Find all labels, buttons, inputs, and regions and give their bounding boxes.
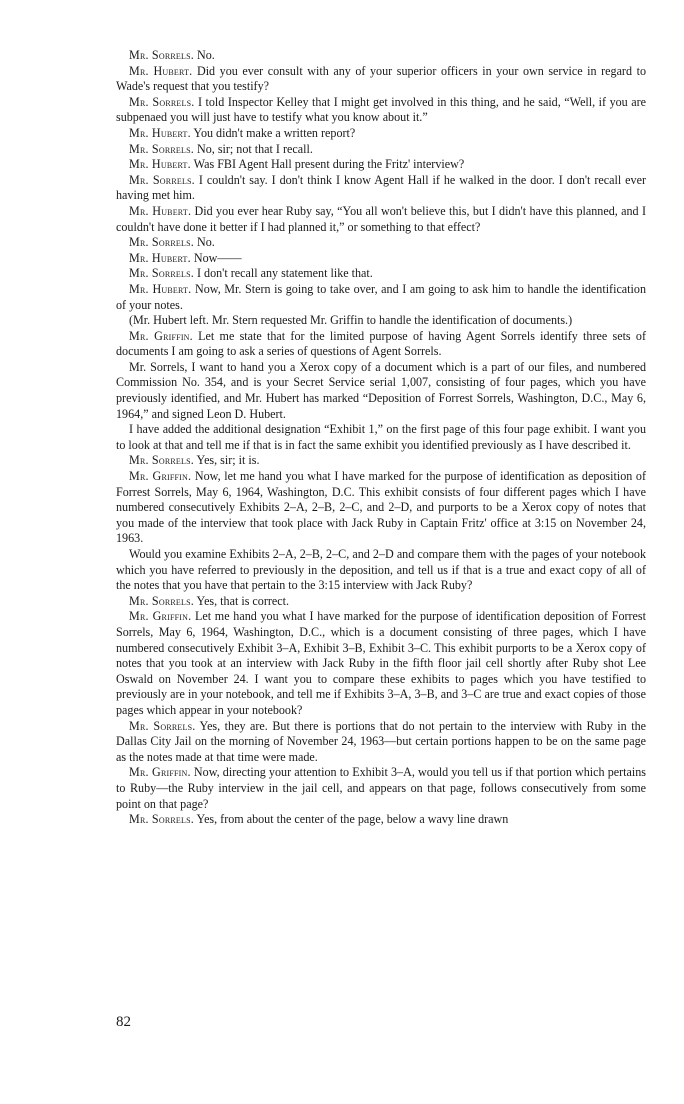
testimony-paragraph: [116, 173, 646, 204]
speaker-label: Mr. Hubert.: [129, 125, 191, 140]
speaker-label: Mr. Sorrels.: [129, 94, 195, 109]
paragraph-text: No.: [193, 48, 215, 62]
paragraph-text: Let me hand you what I have marked for the purpose of identification deposition of Forrest Sorrels, May 6, 1964, Washington, D.C., which is a document consisting of three pages, which I have numbered consecutively Exhibit 3–A, Exhibit 3–B, Exhibit 3–C. This exhibit purports to be a Xerox copy of notes that you took at an interview with Jack Ruby in the fifth floor jail cell shortly after Ruby shot Lee Oswald on November 24. I want you to compare these exhibits to pages which you have testified to previously are in your notebook, and tell me if Exhibits 3–A, 3–B, and 3–C are true and exact copies of those pages which appear in your notebook?: [116, 609, 646, 717]
speaker-label: Mr. Sorrels.: [129, 812, 194, 827]
testimony-paragraph: [116, 469, 646, 547]
paragraph-text: No.: [193, 235, 215, 250]
speaker-label: Mr. Hubert.: [129, 157, 191, 172]
paragraph-text: I have added the additional designation “Exhibit 1,” on the first page of this four page exhibit. I want you to look at that and tell me if that is in fact the same exhibit you identified previously as I have described it.: [116, 422, 646, 452]
speaker-label: Mr. Sorrels.: [129, 718, 196, 733]
paragraph-text: I don't recall any statement like that.: [193, 266, 373, 281]
speaker-label: Mr. Griffin.: [129, 765, 191, 780]
testimony-paragraph: [116, 719, 646, 766]
paragraph-text: I couldn't say. I don't think I know Agent Hall if he walked in the door. I don't recall ever having met him.: [116, 172, 646, 203]
page-number: 82: [116, 1014, 131, 1030]
paragraph-text: Now, Mr. Stern is going to take over, and I am going to ask him to handle the identification of your notes.: [116, 281, 646, 312]
speaker-label: Mr. Sorrels.: [129, 172, 195, 187]
testimony-paragraph: [116, 126, 646, 142]
paragraph-text: I told Inspector Kelley that I might get involved in this thing, and he said, “Well, if you are subpenaed you will just have to testify what you know about it.”: [116, 94, 646, 125]
speaker-label: Mr. Sorrels.: [129, 266, 194, 281]
speaker-label: Mr. Griffin.: [129, 469, 192, 484]
testimony-paragraph: [116, 157, 646, 173]
testimony-text: [116, 48, 646, 828]
speaker-label: Mr. Sorrels.: [129, 141, 194, 156]
testimony-paragraph: [116, 329, 646, 360]
testimony-paragraph: [116, 765, 646, 812]
paragraph-text: Mr. Sorrels, I want to hand you a Xerox copy of a document which is a part of our files, and numbered Commission No. 354, and is your Secret Service serial 1,007, consisting of four pages, which you have previously identified, and Mr. Hubert has marked “Deposition of Forrest Sorrels, Washington, D.C., May 6, 1964,” and signed Leon D. Hubert.: [116, 359, 646, 421]
testimony-paragraph: [116, 204, 646, 235]
paragraph-text: Yes, from about the center of the page, below a wavy line drawn: [193, 812, 509, 827]
speaker-label: Mr. Sorrels.: [129, 48, 194, 62]
paragraph-text: Let me state that for the limited purpose of having Agent Sorrels identify three sets of documents I am going to ask a series of questions of Agent Sorrels.: [116, 328, 646, 359]
testimony-paragraph: [116, 142, 646, 158]
testimony-paragraph: [116, 609, 646, 718]
testimony-paragraph: [116, 313, 646, 329]
speaker-label: Mr. Sorrels.: [129, 453, 194, 468]
paragraph-text: No, sir; not that I recall.: [193, 141, 313, 156]
speaker-label: Mr. Sorrels.: [129, 593, 194, 608]
paragraph-text: Was FBI Agent Hall present during the Fritz' interview?: [190, 157, 465, 172]
testimony-paragraph: [116, 422, 646, 453]
paragraph-text: Yes, they are. But there is portions that do not pertain to the interview with Ruby in the Dallas City Jail on the morning of November 24, 1963—but certain portions happen to be on the same page as the notes made at that time were made.: [116, 718, 646, 764]
testimony-paragraph: [116, 48, 646, 64]
testimony-paragraph: [116, 266, 646, 282]
testimony-paragraph: [116, 235, 646, 251]
paragraph-text: Yes, sir; it is.: [193, 453, 260, 468]
testimony-paragraph: [116, 360, 646, 422]
testimony-paragraph: [116, 594, 646, 610]
paragraph-text: Now, let me hand you what I have marked for the purpose of identification as deposition of Forrest Sorrels, May 6, 1964, Washington, D.C. This exhibit consists of four different pages which I have numbered consecutively Exhibits 2–A, 2–B, 2–C, and 2–D, and purports to be a Xerox copy of notes that you made of the interview that took place with Jack Ruby in Captain Fritz' office at 3:15 on November 24, 1963.: [116, 469, 646, 546]
paragraph-text: Now——: [190, 250, 242, 265]
testimony-paragraph: [116, 282, 646, 313]
paragraph-text: Yes, that is correct.: [193, 593, 290, 608]
testimony-paragraph: [116, 251, 646, 267]
testimony-paragraph: [116, 453, 646, 469]
speaker-label: Mr. Hubert.: [129, 63, 193, 78]
testimony-paragraph: [116, 95, 646, 126]
speaker-label: Mr. Griffin.: [129, 328, 193, 343]
paragraph-text: Did you ever hear Ruby say, “You all won't believe this, but I didn't have this planned, and I couldn't have done it better if I had planned it,” or something to that effect?: [116, 203, 646, 234]
paragraph-text: (Mr. Hubert left. Mr. Stern requested Mr. Griffin to handle the identification of documents.): [129, 313, 573, 328]
paragraph-text: Would you examine Exhibits 2–A, 2–B, 2–C, and 2–D and compare them with the pages of your notebook which you have referred to previously in the deposition, and tell us if that is a true and exact copy of all of the notes that you have that pertain to the 3:15 interview with Jack Ruby?: [116, 547, 646, 593]
speaker-label: Mr. Hubert.: [129, 203, 192, 218]
testimony-paragraph: [116, 64, 646, 95]
paragraph-text: Did you ever consult with any of your superior officers in your own service in regard to Wade's request that you testify?: [116, 63, 646, 94]
testimony-paragraph: [116, 547, 646, 594]
speaker-label: Mr. Hubert.: [129, 281, 192, 296]
speaker-label: Mr. Griffin.: [129, 609, 192, 624]
speaker-label: Mr. Hubert.: [129, 250, 191, 265]
speaker-label: Mr. Sorrels.: [129, 235, 194, 250]
paragraph-text: You didn't make a written report?: [190, 125, 356, 140]
testimony-paragraph: [116, 812, 646, 828]
paragraph-text: Now, directing your attention to Exhibit 3–A, would you tell us if that portion which pertains to Ruby—the Ruby interview in the jail cell, and appears on that page, follows consecutively from some point on that page?: [116, 765, 646, 811]
